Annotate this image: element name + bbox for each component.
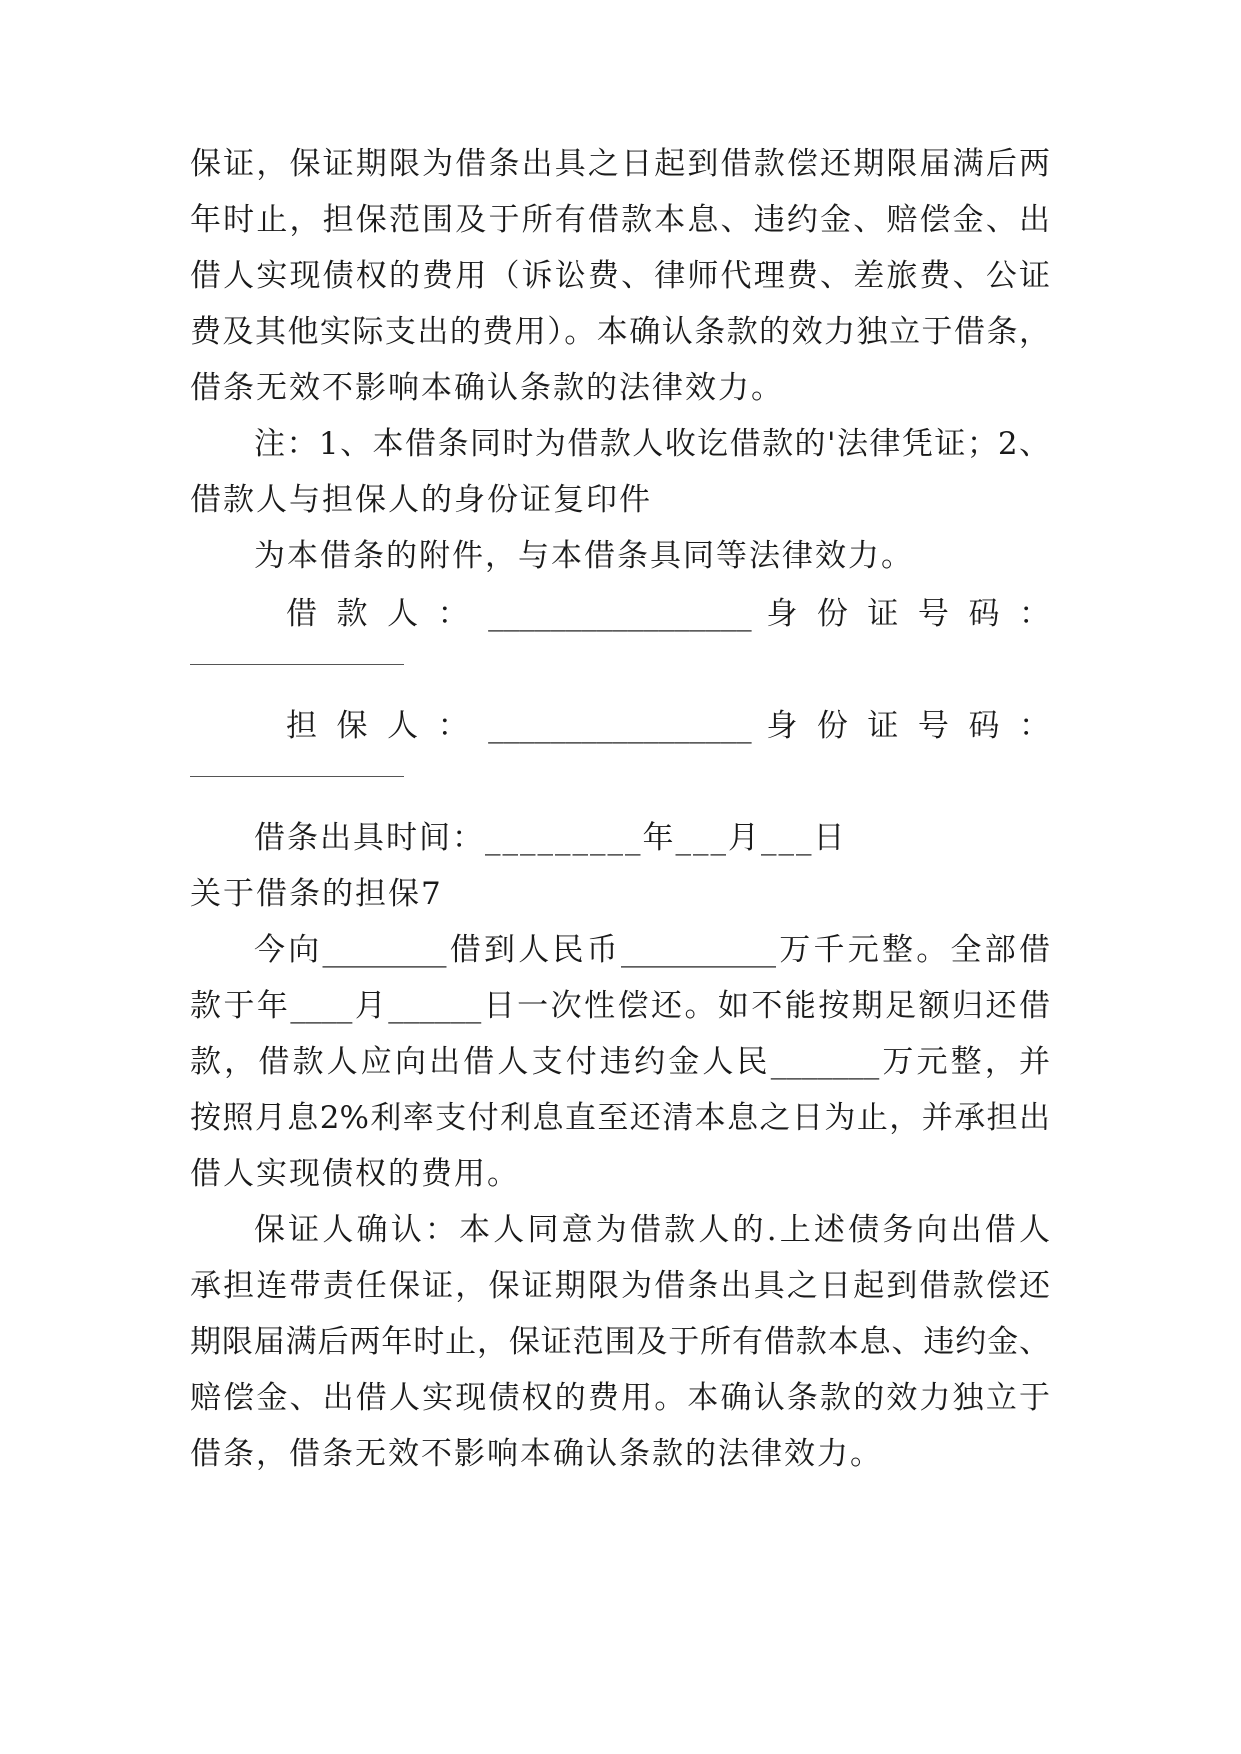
loan-line-5: 借人实现债权的费用。 xyxy=(190,1156,520,1192)
guarantee-line-3: 期限届满后两年时止，保证范围及于所有借款本息、违约金、 xyxy=(190,1324,1050,1360)
loan-line-3: 款，借款人应向出借人支付违约金人民_______万元整，并 xyxy=(190,1044,1050,1080)
text-line-1: 保证，保证期限为借条出具之日起到借款偿还期限届满后两 xyxy=(190,146,1050,182)
guarantee-line-1: 保证人确认：本人同意为借款人的.上述债务向出借人 xyxy=(254,1212,1050,1248)
loan-line-4: 按照月息2%利率支付利息直至还清本息之日为止，并承担出 xyxy=(190,1100,1050,1136)
guarantor-signature-line: 担 保 人 ： _________________ 身 份 证 号 码 ： xyxy=(286,708,1050,744)
guarantee-line-2: 承担连带责任保证，保证期限为借条出具之日起到借款偿还 xyxy=(190,1268,1050,1304)
section-heading: 关于借条的担保7 xyxy=(190,876,443,912)
borrower-id-blank xyxy=(190,664,404,665)
guarantor-id-blank xyxy=(190,776,404,777)
loan-line-1: 今向________借到人民币__________万千元整。全部借 xyxy=(254,932,1050,968)
text-line-5: 借条无效不影响本确认条款的法律效力。 xyxy=(190,370,784,406)
text-line-3: 借人实现债权的费用（诉讼费、律师代理费、差旅费、公证 xyxy=(190,258,1050,294)
borrower-signature-line: 借 款 人 ： _________________ 身 份 证 号 码 ： xyxy=(286,596,1050,632)
note-line-1: 注：1、本借条同时为借款人收讫借款的'法律凭证；2、 xyxy=(254,426,1050,462)
text-line-2: 年时止，担保范围及于所有借款本息、违约金、赔偿金、出 xyxy=(190,202,1050,238)
note-line-3: 为本借条的附件，与本借条具同等法律效力。 xyxy=(254,538,914,574)
text-line-4: 费及其他实际支出的费用）。本确认条款的效力独立于借条， xyxy=(190,314,1050,350)
loan-line-2: 款于年____月______日一次性偿还。如不能按期足额归还借 xyxy=(190,988,1050,1024)
note-line-2: 借款人与担保人的身份证复印件 xyxy=(190,482,652,518)
guarantee-line-5: 借条，借条无效不影响本确认条款的法律效力。 xyxy=(190,1436,883,1472)
guarantee-line-4: 赔偿金、出借人实现债权的费用。本确认条款的效力独立于 xyxy=(190,1380,1050,1416)
issue-date-line: 借条出具时间：_________年___月___日 xyxy=(254,820,847,856)
